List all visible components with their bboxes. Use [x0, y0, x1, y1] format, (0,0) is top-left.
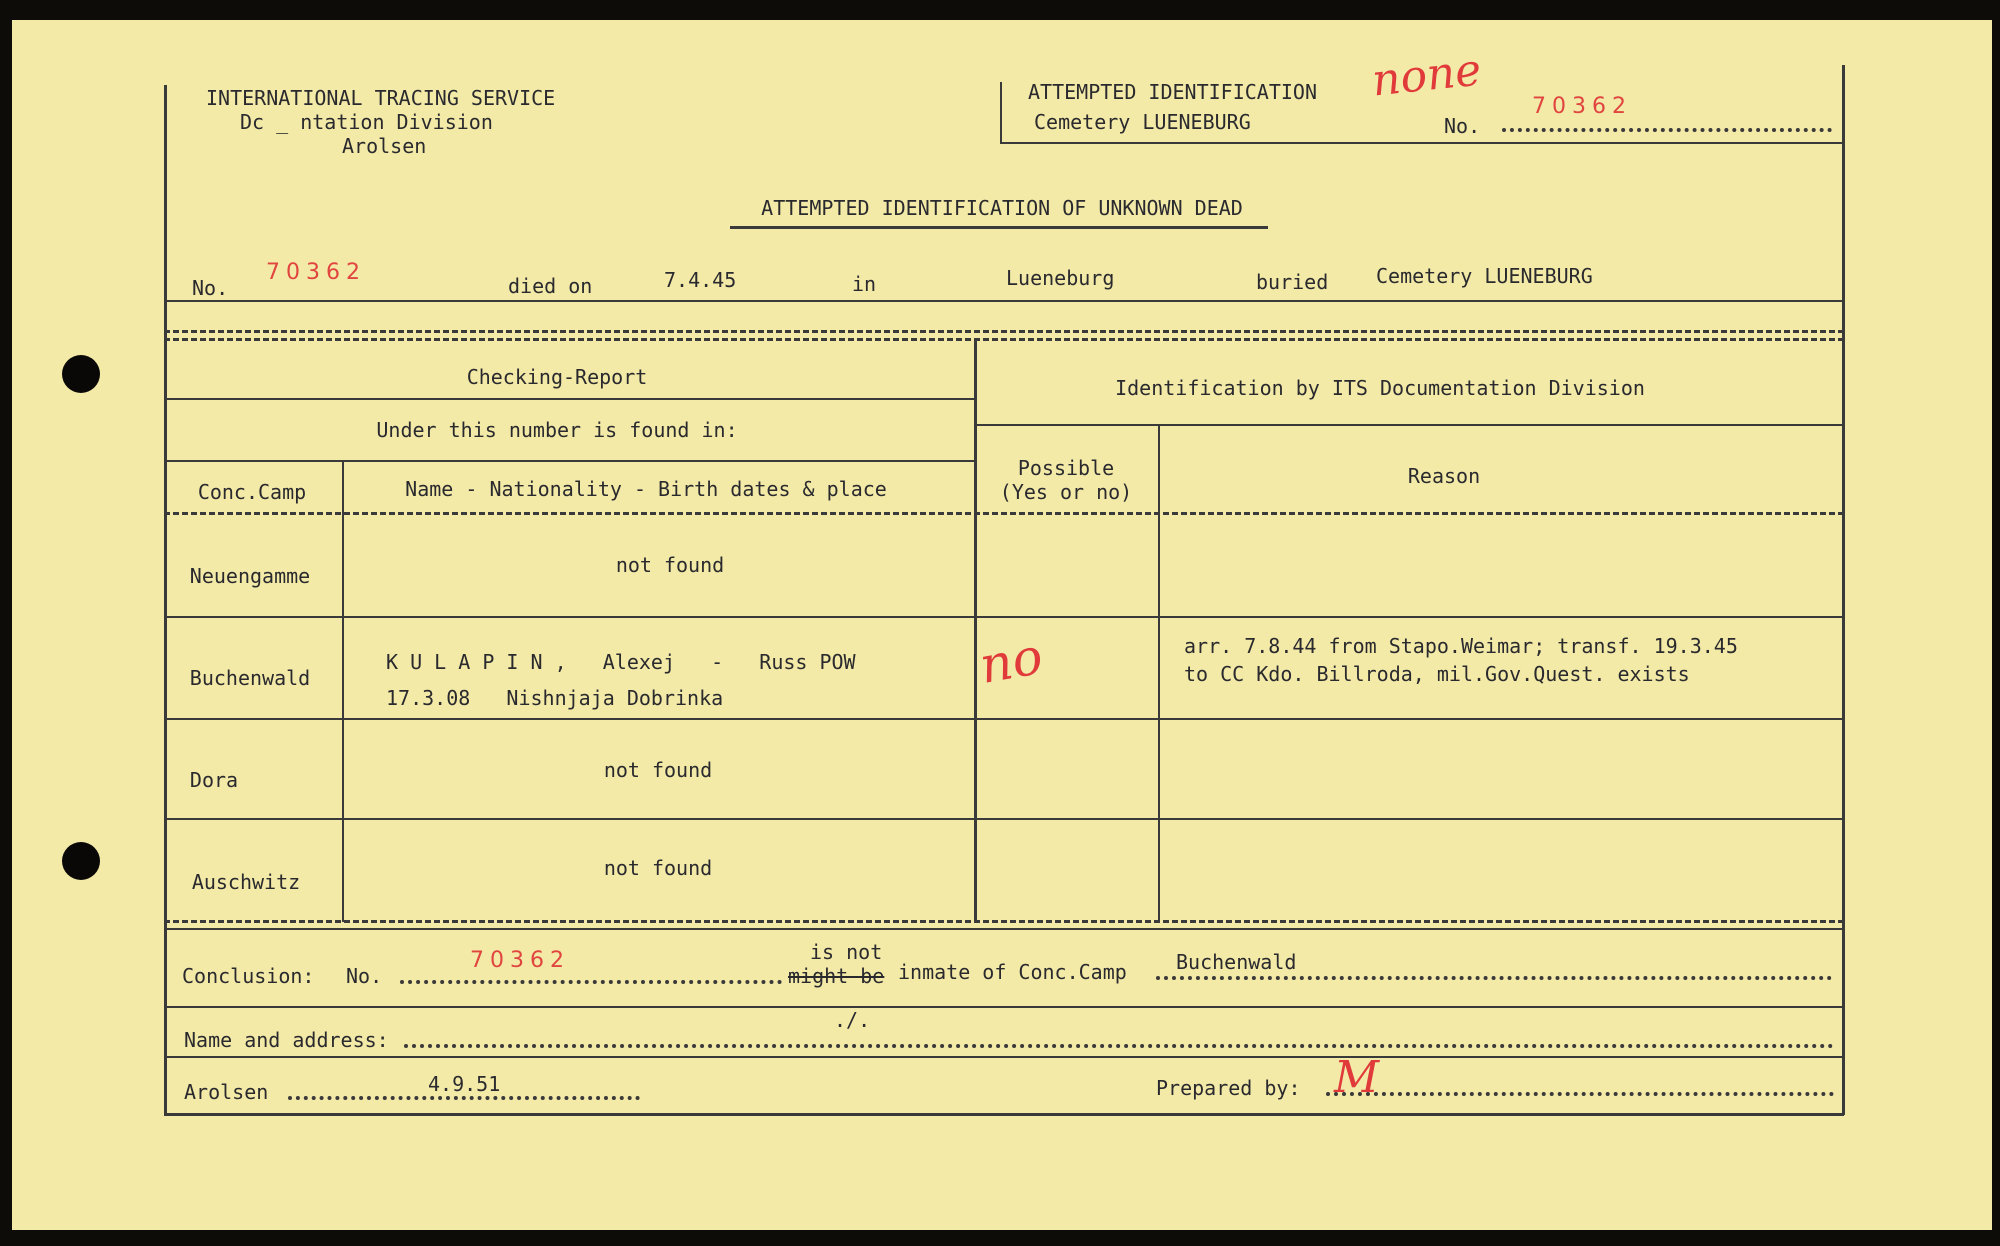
row-birth: 17.3.08 Nishnjaja Dobrinka	[386, 686, 724, 710]
name-address-value: ./.	[834, 1008, 871, 1032]
row-name: K U L A P I N , Alexej - Russ POW	[386, 650, 856, 674]
header-box-cemetery: Cemetery LUENEBURG	[1034, 110, 1251, 134]
row-reason: arr. 7.8.44 from Stapo.Weimar; transf. 19.3.45	[1184, 634, 1738, 658]
row-camp: Dora	[189, 768, 239, 792]
org-city: Arolsen	[342, 134, 427, 158]
footer-date: 4.9.51	[428, 1072, 501, 1096]
found-in-heading: Under this number is found in:	[376, 418, 738, 442]
row-camp: Neuengamme	[189, 564, 311, 588]
row-line-2	[164, 718, 1844, 720]
record-double-2	[164, 338, 1844, 341]
footer-date-dots	[288, 1096, 640, 1100]
frame-right	[1842, 65, 1845, 1115]
record-no-value: 70362	[266, 260, 366, 285]
row-line-3	[164, 818, 1844, 820]
form-title: ATTEMPTED IDENTIFICATION OF UNKNOWN DEAD	[761, 196, 1243, 220]
row-possible-handwritten: no	[975, 627, 1047, 695]
name-address-dots	[404, 1044, 1834, 1048]
table-bottom-2	[164, 928, 1844, 930]
row-reason: to CC Kdo. Billroda, mil.Gov.Quest. exists	[1184, 662, 1690, 686]
row-camp: Buchenwald	[189, 666, 311, 690]
conclusion-no-dots	[400, 980, 782, 984]
name-address-label: Name and address:	[184, 1028, 389, 1052]
handwritten-none: none	[1369, 44, 1484, 107]
conclusion-no-value: 70362	[470, 948, 570, 973]
row-name: not found	[603, 758, 713, 782]
prepared-by-label: Prepared by:	[1156, 1076, 1301, 1100]
checking-report-heading: Checking-Report	[466, 365, 648, 389]
conclusion-camp-dots	[1156, 976, 1832, 980]
col-name-header: Name - Nationality - Birth dates & place	[405, 477, 887, 501]
punch-hole	[62, 355, 100, 393]
prepared-by-initial: M	[1334, 1052, 1380, 1103]
camp-col-line	[342, 460, 344, 922]
conclusion-struck: might be	[788, 964, 885, 988]
died-on-value: 7.4.45	[664, 268, 737, 292]
conclusion-inserted: is not	[810, 940, 883, 964]
table-divider	[974, 340, 977, 922]
row-name: not found	[615, 553, 725, 577]
identification-heading: Identification by ITS Documentation Division	[1115, 376, 1645, 400]
row-camp: Auschwitz	[191, 870, 301, 894]
prepared-by-dots	[1326, 1092, 1834, 1096]
in-value: Lueneburg	[1006, 266, 1115, 290]
record-card	[12, 20, 1992, 1230]
column-header-line	[164, 512, 1844, 515]
buried-label: buried	[1256, 270, 1329, 294]
record-no-label: No.	[192, 276, 229, 300]
header-no-label: No.	[1444, 114, 1481, 138]
conclusion-camp-value: Buchenwald	[1176, 950, 1297, 974]
header-box-title: ATTEMPTED IDENTIFICATION	[1028, 80, 1317, 104]
footer-place: Arolsen	[184, 1080, 269, 1104]
frame-left	[164, 85, 167, 1115]
found-in-line	[164, 460, 974, 462]
header-no-dots	[1502, 128, 1832, 132]
record-line	[164, 300, 1844, 302]
form-title-underline	[730, 226, 1268, 229]
row-line-1	[164, 616, 1844, 618]
conclusion-label: Conclusion:	[182, 964, 315, 988]
col-reason-header: Reason	[1407, 464, 1481, 488]
org-division: Dc _ ntation Division	[240, 110, 493, 134]
col-camp-header: Conc.Camp	[197, 480, 307, 504]
record-double-1	[164, 330, 1844, 333]
conclusion-no-label: No.	[346, 964, 383, 988]
frame-bottom	[164, 1113, 1844, 1116]
col-possible-header: Possible	[1017, 456, 1115, 480]
buried-value: Cemetery LUENEBURG	[1376, 264, 1593, 288]
table-bottom-1	[164, 920, 1844, 923]
name-address-line	[164, 1056, 1844, 1058]
org-name: INTERNATIONAL TRACING SERVICE	[206, 86, 556, 110]
possible-col-line	[1158, 424, 1160, 922]
checking-report-line	[164, 398, 974, 400]
identification-line	[974, 424, 1842, 426]
header-box-bottom	[1000, 142, 1842, 144]
conclusion-line	[164, 1006, 1844, 1008]
punch-hole	[62, 842, 100, 880]
header-no-value: 70362	[1532, 94, 1632, 119]
row-name: not found	[603, 856, 713, 880]
header-box-left	[1000, 82, 1002, 144]
conclusion-inmate: inmate of Conc.Camp	[898, 960, 1127, 984]
in-label: in	[852, 272, 877, 296]
died-on-label: died on	[508, 274, 593, 298]
col-possible-subheader: (Yes or no)	[999, 480, 1133, 504]
